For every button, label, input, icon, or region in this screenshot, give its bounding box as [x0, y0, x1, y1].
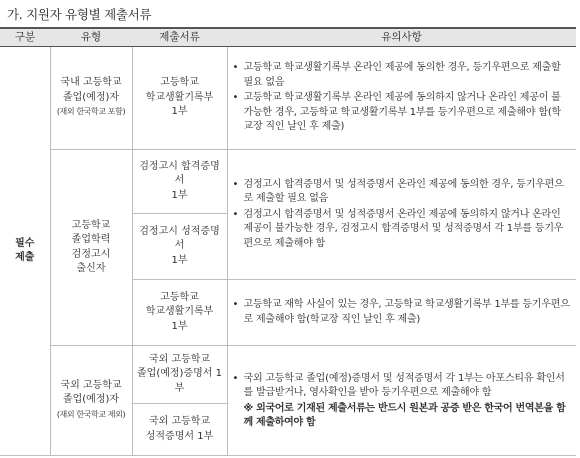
- document-label: 검정고시 성적증명서 1부: [139, 225, 220, 266]
- type-cell: [50, 346, 132, 456]
- type-label: 국내 고등학교 졸업(예정)자: [60, 77, 122, 103]
- document-cell: [132, 346, 227, 404]
- notes-cell: [227, 346, 576, 456]
- note-item: • 고등학교 학교생활기록부 온라인 제공에 동의하지 않거나 온라인 제공이 불가능한 경우, 고등학교 학교생활기록부 1부를 등기우편으로 제출해야 함(학교장 직인 날인 후 제출): [232, 91, 571, 135]
- notes-cell: [227, 280, 576, 346]
- note-item: • 국외 고등학교 졸업(예정)증명서 및 성적증명서 각 1부는 아포스티유 확인서를 발급받거나, 영사확인을 받아 등기우편으로 제출해야 함: [232, 372, 571, 401]
- warning-note: ※ 외국어로 기재된 제출서류는 반드시 원본과 공증 받은 한국어 번역본을 함께 제출하여야 함: [243, 402, 566, 428]
- table-row: [0, 150, 576, 214]
- document-cell: [132, 47, 227, 150]
- type-note: (재외 한국학교 포함): [56, 107, 126, 117]
- document-cell: [132, 404, 227, 456]
- type-note: (재외 한국학교 제외): [56, 409, 126, 419]
- document-label: 고등학교 학교생활기록부 1부: [145, 77, 214, 118]
- requirements-table: [0, 27, 576, 456]
- notes-cell: [227, 47, 576, 150]
- notes-cell: [227, 150, 576, 280]
- type-label: 고등학교 졸업학력 검정고시 출신자: [71, 219, 111, 274]
- table-row: [0, 346, 576, 404]
- header-documents: 제출서류: [132, 28, 227, 47]
- document-cell: [132, 150, 227, 214]
- note-item: • 고등학교 재학 사실이 있는 경우, 고등학교 학교생활기록부 1부를 등기우편으로 제출해야 함(학교장 직인 날인 후 제출): [232, 298, 571, 327]
- type-label: 국외 고등학교 졸업(예정)자: [60, 379, 122, 406]
- category-label: 필수 제출: [15, 237, 35, 263]
- header-category: 구분: [0, 28, 50, 47]
- header-notes: 유의사항: [227, 28, 576, 47]
- document-label: 검정고시 합격증명서 1부: [139, 160, 220, 201]
- document-label: 국외 고등학교 성적증명서 1부: [145, 416, 214, 442]
- category-cell: [0, 47, 50, 456]
- table-row: [0, 47, 576, 150]
- note-item: • 고등학교 학교생활기록부 온라인 제공에 동의한 경우, 등기우편으로 제출할 필요 없음: [232, 61, 571, 90]
- document-cell: [132, 280, 227, 346]
- header-row: [0, 28, 576, 47]
- type-cell: [50, 150, 132, 346]
- header-type: 유형: [50, 28, 132, 47]
- type-cell: [50, 47, 132, 150]
- section-title: 가. 지원자 유형별 제출서류: [7, 7, 152, 22]
- document-label: 고등학교 학교생활기록부 1부: [145, 291, 214, 332]
- document-cell: [132, 214, 227, 280]
- document-label: 국외 고등학교 졸업(예정)증명서 1부: [137, 353, 222, 394]
- note-item: • 검정고시 합격증명서 및 성적증명서 온라인 제공에 동의하지 않거나 온라인 제공이 불가능한 경우, 검정고시 합격증명서 및 성적증명서 각 1부를 등기우편으로 제출해야 함: [232, 208, 571, 252]
- note-item: • 검정고시 합격증명서 및 성적증명서 온라인 제공에 동의한 경우, 등기우편으로 제출할 필요 없음: [232, 178, 571, 207]
